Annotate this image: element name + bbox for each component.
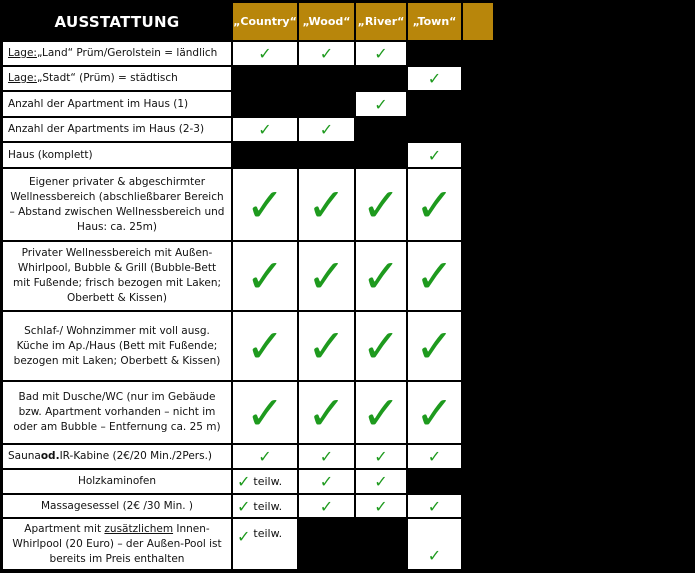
row-label-part: Lage: [8,72,37,84]
row-label-lage-stadt [3,67,231,90]
teilw-label: teilw. [253,499,283,513]
row-label-lage-land [3,42,231,65]
row-label-apartment-1: Anzahl der Apartment im Haus (1) [3,92,231,116]
check-icon: ✓ [408,495,461,517]
row-label-apartments-2-3: Anzahl der Apartments im Haus (2-3) [3,118,231,141]
table-title: AUSSTATTUNG [3,3,231,40]
row-label-part: „Stadt“ (Prüm) = städtisch [36,72,178,84]
check-icon: ✓ [356,312,406,380]
check-icon: ✓ [356,92,406,116]
check-icon: ✓ [233,445,297,468]
row-label-bad-dusche: Bad mit Dusche/WC (nur im Gebäude bzw. Apartment vorhanden – nicht im oder am Bubble – Entfernung ca. 25 m) [3,382,231,443]
column-header-town: „Town“ [408,3,461,40]
check-icon: ✓ [408,169,461,240]
column-header-empty [463,3,493,40]
partial-check-cell [233,495,297,517]
row-label-wellness-privat: Eigener privater & abgeschirmter Wellnessbereich (abschließbarer Bereich – Abstand zwischen Wellnessbereich und Haus: ca. 25m) [3,169,231,240]
check-icon: ✓ [299,42,354,65]
row-label-part: „Land“ Prüm/Gerolstein = ländlich [36,47,218,59]
row-label-part: Lage: [8,47,37,59]
check-icon: ✓ [233,118,297,141]
check-icon: ✓ [356,242,406,310]
row-label-part: Sauna [8,450,41,462]
check-icon: ✓ [408,519,461,569]
check-icon: ✓ [356,470,406,493]
check-icon: ✓ [408,143,461,167]
check-icon: ✓ [408,67,461,90]
check-icon: ✓ [408,382,461,443]
check-icon: ✓ [299,495,354,517]
row-label-part: od. [40,450,60,462]
check-icon: ✓ [299,312,354,380]
check-icon: ✓ [356,42,406,65]
check-icon: ✓ [299,470,354,493]
check-icon: ✓ [356,445,406,468]
teilw-label: teilw. [253,475,283,488]
check-icon: ✓ [408,242,461,310]
row-label-innen-whirlpool [3,519,231,569]
partial-check-cell [233,519,297,569]
row-label-part: Apartment mit [24,522,105,535]
row-label-massagesessel: Massagesessel (2€ /30 Min. ) [3,495,231,517]
check-icon: ✓ [237,496,251,516]
check-icon: ✓ [237,472,251,491]
check-icon: ✓ [356,169,406,240]
check-icon: ✓ [299,169,354,240]
row-label-part: zusätzlichem [104,522,174,535]
row-label-whirlpool-bubble: Privater Wellnessbereich mit Außen-Whirlpool, Bubble & Grill (Bubble-Bett mit Fußende; frisch bezogen mit Laken; Oberbett & Kissen) [3,242,231,310]
check-icon: ✓ [237,527,251,546]
check-icon: ✓ [299,242,354,310]
check-icon: ✓ [299,118,354,141]
check-icon: ✓ [408,445,461,468]
check-icon: ✓ [233,169,297,240]
check-icon: ✓ [233,42,297,65]
check-icon: ✓ [233,382,297,443]
check-icon: ✓ [356,382,406,443]
partial-check-cell [233,470,297,493]
column-header-country: „Country“ [233,3,297,40]
row-label-haus-komplett: Haus (komplett) [3,143,231,167]
row-label-sauna [3,445,231,468]
row-label-part: Innen-Whirlpool (20 Euro) – der Außen-Pool ist bereits im Preis enthalten [12,522,222,565]
check-icon: ✓ [299,445,354,468]
check-icon: ✓ [356,495,406,517]
check-icon: ✓ [408,312,461,380]
check-icon: ✓ [299,382,354,443]
row-label-schlaf-wohnzimmer: Schlaf-/ Wohnzimmer mit voll ausg. Küche im Ap./Haus (Bett mit Fußende; bezogen mit Laken; Oberbett & Kissen) [3,312,231,380]
column-header-wood: „Wood“ [299,3,354,40]
column-header-river: „River“ [356,3,406,40]
check-icon: ✓ [233,242,297,310]
check-icon: ✓ [233,312,297,380]
row-label-part: IR-Kabine (2€/20 Min./2Pers.) [59,450,213,462]
row-label-holzkaminofen: Holzkaminofen [3,470,231,493]
teilw-label: teilw. [253,527,283,540]
empty-cell [408,42,461,65]
